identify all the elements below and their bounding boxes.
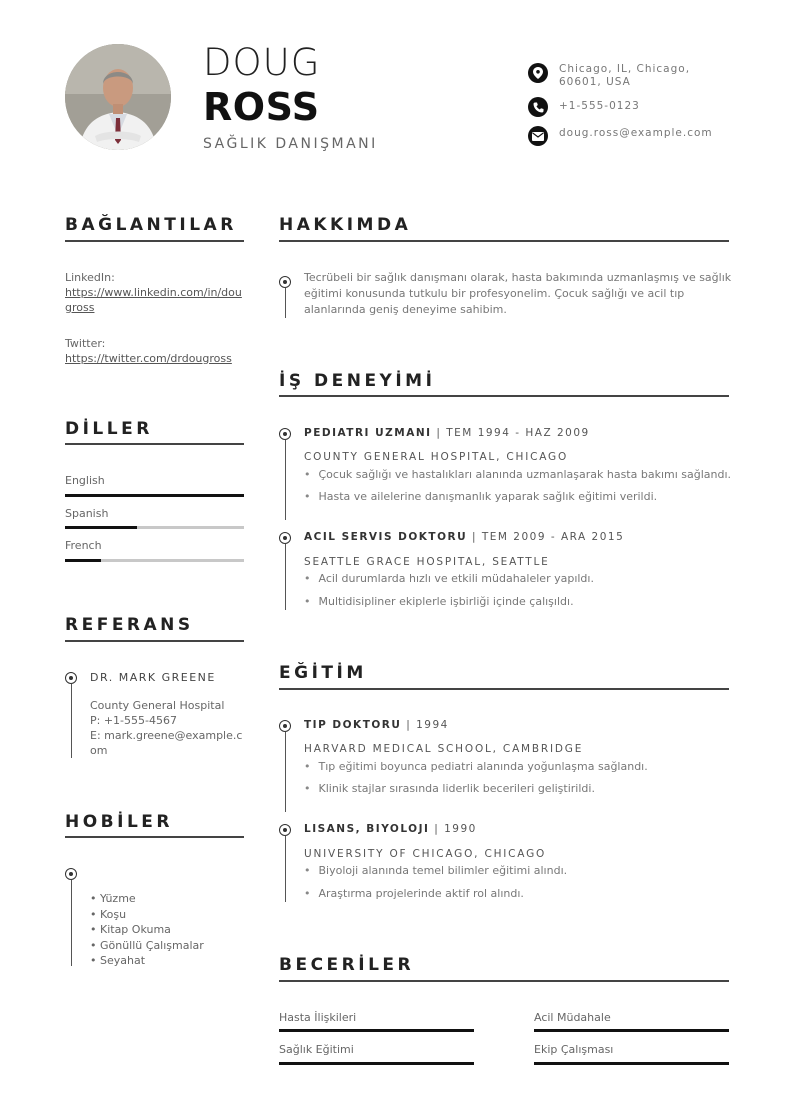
education-heading: EĞİTİM: [279, 663, 367, 683]
education-dates: | 1990: [429, 823, 477, 835]
education-heading-line: [304, 823, 477, 835]
language-level-bar: [65, 559, 244, 562]
timeline-line: [285, 836, 286, 902]
reference-name: DR. MARK GREENE: [90, 671, 216, 684]
timeline-line: [285, 288, 286, 318]
hobbies-divider: [65, 836, 244, 838]
degree: LISANS, BIYOLOJI: [304, 823, 430, 835]
about-text: Tecrübeli bir sağlık danışmanı olarak, hasta bakımında uzmanlaşmış ve sağlık eğitimi konusunda tutkulu bir profesyonelim. Çocuk sağlığı ve acil tıp alanlarında geniş deneyime sahibim.: [304, 271, 732, 316]
email-text[interactable]: doug.ross@example.com: [559, 127, 713, 139]
links-divider: [65, 240, 244, 242]
about-divider: [279, 240, 729, 242]
degree: TIP DOKTORU: [304, 719, 402, 731]
timeline-dot-icon: [279, 276, 291, 288]
timeline-dot-icon: [279, 720, 291, 732]
timeline-dot-icon: [279, 532, 291, 544]
skills-heading: BECERİLER: [279, 955, 415, 975]
languages-divider: [65, 443, 244, 445]
first-name: DOUG: [203, 41, 321, 84]
phone-text[interactable]: +1-555-0123: [559, 100, 640, 112]
list-item: • Hasta ve ailelerine danışmanlık yaparak sağlık eğitimi verildi.: [304, 490, 657, 503]
list-item: • Tıp eğitimi boyunca pediatri alanında yoğunlaşma sağlandı.: [304, 760, 648, 773]
references-divider: [65, 640, 244, 642]
contact-address: [528, 63, 719, 89]
skill-name: Hasta İlişkileri: [279, 1011, 357, 1024]
hobbies-heading: HOBİLER: [65, 812, 173, 832]
skill-name: Acil Müdahale: [534, 1011, 611, 1024]
list-item: • Klinik stajlar sırasında liderlik becerileri geliştirildi.: [304, 782, 595, 795]
languages-heading: DİLLER: [65, 419, 153, 439]
school: HARVARD MEDICAL SCHOOL, CAMBRIDGE: [304, 743, 584, 755]
job-organization: SEATTLE GRACE HOSPITAL, SEATTLE: [304, 556, 550, 568]
timeline-line: [71, 684, 72, 758]
last-name: ROSS: [203, 85, 320, 129]
language-name: English: [65, 474, 105, 487]
skills-divider: [279, 980, 729, 982]
twitter-label: Twitter:: [65, 337, 106, 350]
location-pin-icon: [528, 63, 548, 83]
language-name: French: [65, 539, 102, 552]
skill-name: Ekip Çalışması: [534, 1043, 614, 1056]
linkedin-label: LinkedIn:: [65, 271, 115, 284]
contact-phone: [528, 97, 719, 117]
skill-bar: [279, 1062, 474, 1065]
job-dates: | TEM 1994 - HAZ 2009: [431, 427, 590, 439]
reference-phone: P: +1-555-4567: [90, 714, 177, 727]
skill-bar: [534, 1029, 729, 1032]
timeline-line: [285, 544, 286, 610]
list-item: • Yüzme: [90, 892, 136, 905]
timeline-line: [71, 880, 72, 966]
experience-divider: [279, 395, 729, 397]
email-icon: [528, 126, 548, 146]
skill-name: Sağlık Eğitimi: [279, 1043, 354, 1056]
language-name: Spanish: [65, 507, 109, 520]
timeline-dot-icon: [65, 868, 77, 880]
school: UNIVERSITY OF CHICAGO, CHICAGO: [304, 848, 547, 860]
links-heading: BAĞLANTILAR: [65, 215, 237, 235]
language-level-bar: [65, 526, 244, 529]
contact-email: [528, 126, 719, 146]
list-item: • Kitap Okuma: [90, 923, 171, 936]
about-heading: HAKKIMDA: [279, 215, 412, 235]
references-heading: REFERANS: [65, 615, 194, 635]
timeline-dot-icon: [65, 672, 77, 684]
language-level-fill: [65, 526, 137, 529]
education-heading-line: [304, 719, 449, 731]
job-role: ACIL SERVIS DOKTORU: [304, 531, 468, 543]
list-item: • Gönüllü Çalışmalar: [90, 938, 204, 952]
skill-bar: [534, 1062, 729, 1065]
phone-icon: [528, 97, 548, 117]
language-level-fill: [65, 494, 244, 497]
twitter-block: [65, 336, 243, 366]
list-item: • Koşu: [90, 907, 127, 921]
experience-heading: İŞ DENEYİMİ: [279, 371, 436, 391]
language-level-bar: [65, 494, 244, 497]
list-item: • Araştırma projelerinde aktif rol alındı.: [304, 887, 524, 900]
list-item: • Seyahat: [90, 954, 146, 967]
list-item: • Acil durumlarda hızlı ve etkili müdahaleler yapıldı.: [304, 572, 594, 585]
list-item: • Biyoloji alanında temel bilimler eğitimi alındı.: [304, 864, 567, 877]
list-item: • Çocuk sağlığı ve hastalıkları alanında uzmanlaşarak hasta bakımı sağlandı.: [304, 468, 731, 481]
reference-email: E: mark.greene@example.com: [90, 729, 243, 757]
job-dates: | TEM 2009 - ARA 2015: [467, 531, 625, 543]
address-text: Chicago, IL, Chicago, 60601, USA: [559, 63, 691, 88]
timeline-line: [285, 732, 286, 812]
list-item: • Multidisipliner ekiplerle işbirliği içinde çalışıldı.: [304, 595, 574, 608]
language-level-fill: [65, 559, 101, 562]
twitter-link[interactable]: https://twitter.com/drdougross: [65, 352, 232, 365]
job-role: PEDIATRI UZMANI: [304, 427, 432, 439]
timeline-line: [285, 440, 286, 520]
profile-photo: [65, 44, 171, 150]
timeline-dot-icon: [279, 428, 291, 440]
job-title: SAĞLIK DANIŞMANI: [203, 136, 378, 152]
skill-bar: [279, 1029, 474, 1032]
hobbies-list: [90, 891, 204, 969]
reference-organization: County General Hospital: [90, 699, 225, 712]
job-heading: [304, 427, 590, 439]
job-heading: [304, 531, 624, 543]
linkedin-block: [65, 270, 243, 315]
education-dates: | 1994: [401, 719, 449, 731]
linkedin-link[interactable]: https://www.linkedin.com/in/dougross: [65, 286, 242, 314]
reference-details: [90, 698, 245, 758]
job-organization: COUNTY GENERAL HOSPITAL, CHICAGO: [304, 451, 569, 463]
education-divider: [279, 688, 729, 690]
timeline-dot-icon: [279, 824, 291, 836]
